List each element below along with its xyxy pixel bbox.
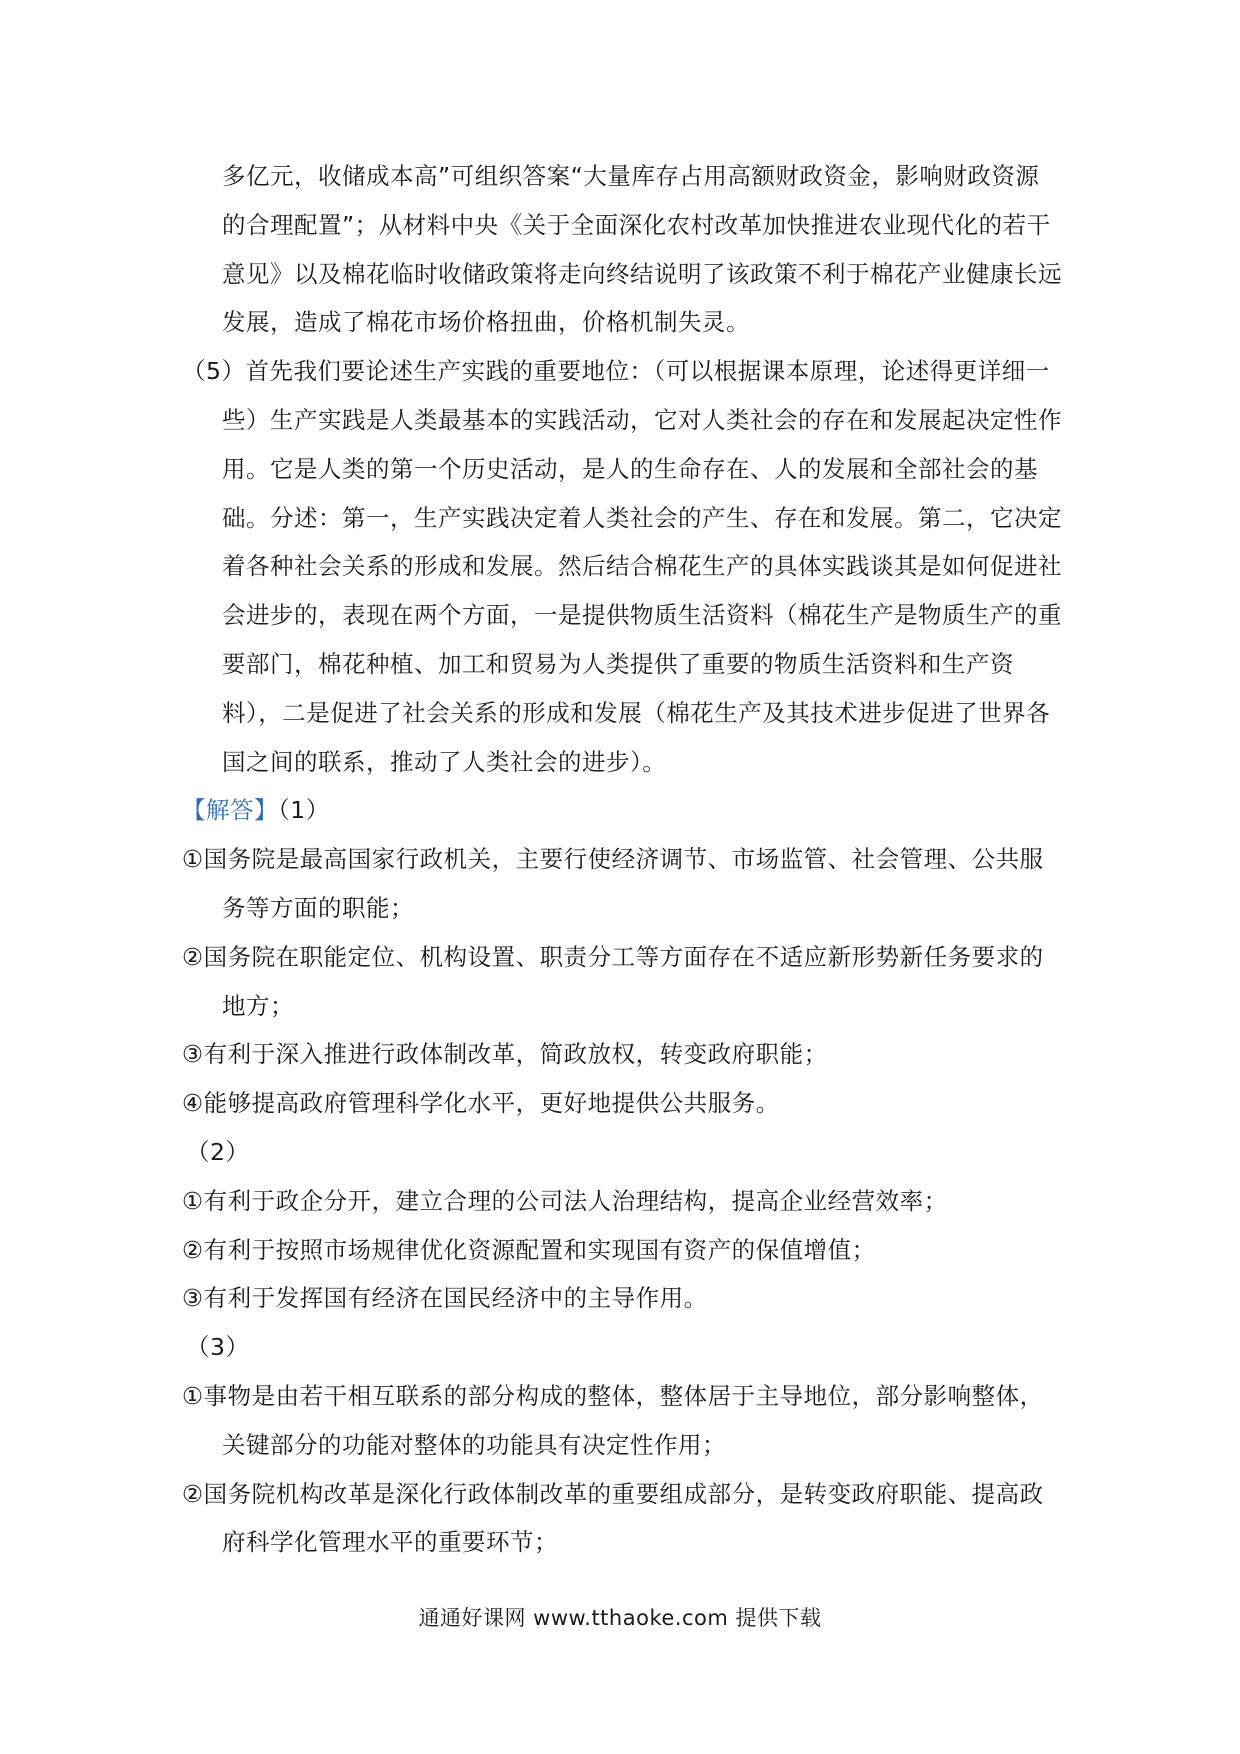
answer-heading [182, 786, 1062, 835]
analysis-paragraph-5: （5）首先我们要论述生产实践的重要地位：（可以根据课本原理，论述得更详细一些）生产实践是人类最基本的实践活动，它对人类社会的存在和发展起决定性作用。它是人类的第一个历史活动，是人的生命存在、人的发展和全部社会的基础。分述：第一，生产实践决定着人类社会的产生、存在和发展。第二，它决定着各种社会关系的形成和发展。然后结合棉花生产的具体实践谈其是如何促进社会进步的，表现在两个方面，一是提供物质生活资料（棉花生产是物质生产的重要部门，棉花种植、加工和贸易为人类提供了重要的物质生活资料和生产资料），二是促进了社会关系的形成和发展（棉花生产及其技术进步促进了世界各国之间的联系，推动了人类社会的进步）。 [182, 357, 1062, 776]
answer-3-item: ②国务院机构改革是深化行政体制改革的重要组成部分，是转变政府职能、提高政府科学化管理水平的重要环节； [182, 1479, 1044, 1557]
question-1-number: （1） [278, 796, 330, 825]
answer-1-item: ③有利于深入推进行政体制改革，简政放权，转变政府职能； [182, 1040, 828, 1069]
answer-2-item: ②有利于按照市场规律优化资源配置和实现国有资产的保值增值； [182, 1235, 876, 1264]
analysis-paragraph-4-continued: 多亿元，收储成本高”可组织答案“大量库存占用高额财政资金，影响财政资源的合理配置”；从材料中央《关于全面深化农村改革加快推进农业现代化的若干意见》以及棉花临时收储政策将走向终结说明了该政策不利于棉花产业健康长远发展，造成了棉花市场价格扭曲，价格机制失灵。 [222, 162, 1062, 337]
question-2-number: （2） [186, 1137, 250, 1166]
answer-1-item: ②国务院在职能定位、机构设置、职责分工等方面存在不适应新形势新任务要求的地方； [182, 942, 1044, 1020]
question-3-number: （3） [186, 1333, 250, 1362]
answer-label: 【解答】 [182, 796, 278, 825]
answer-3-item: ①事物是由若干相互联系的部分构成的整体，整体居于主导地位，部分影响整体，关键部分的功能对整体的功能具有决定性作用； [182, 1381, 1044, 1459]
page-footer: 通通好课网 www.tthaoke.com 提供下载 [418, 1606, 822, 1630]
answer-1-item: ①国务院是最高国家行政机关，主要行使经济调节、市场监管、社会管理、公共服务等方面的职能； [182, 845, 1044, 922]
answer-2-item: ①有利于政企分开，建立合理的公司法人治理结构，提高企业经营效率； [182, 1186, 948, 1215]
answer-1-item: ④能够提高政府管理科学化水平，更好地提供公共服务。 [182, 1089, 780, 1118]
answer-2-item: ③有利于发挥国有经济在国民经济中的主导作用。 [182, 1284, 708, 1313]
page-body [182, 152, 1062, 1567]
